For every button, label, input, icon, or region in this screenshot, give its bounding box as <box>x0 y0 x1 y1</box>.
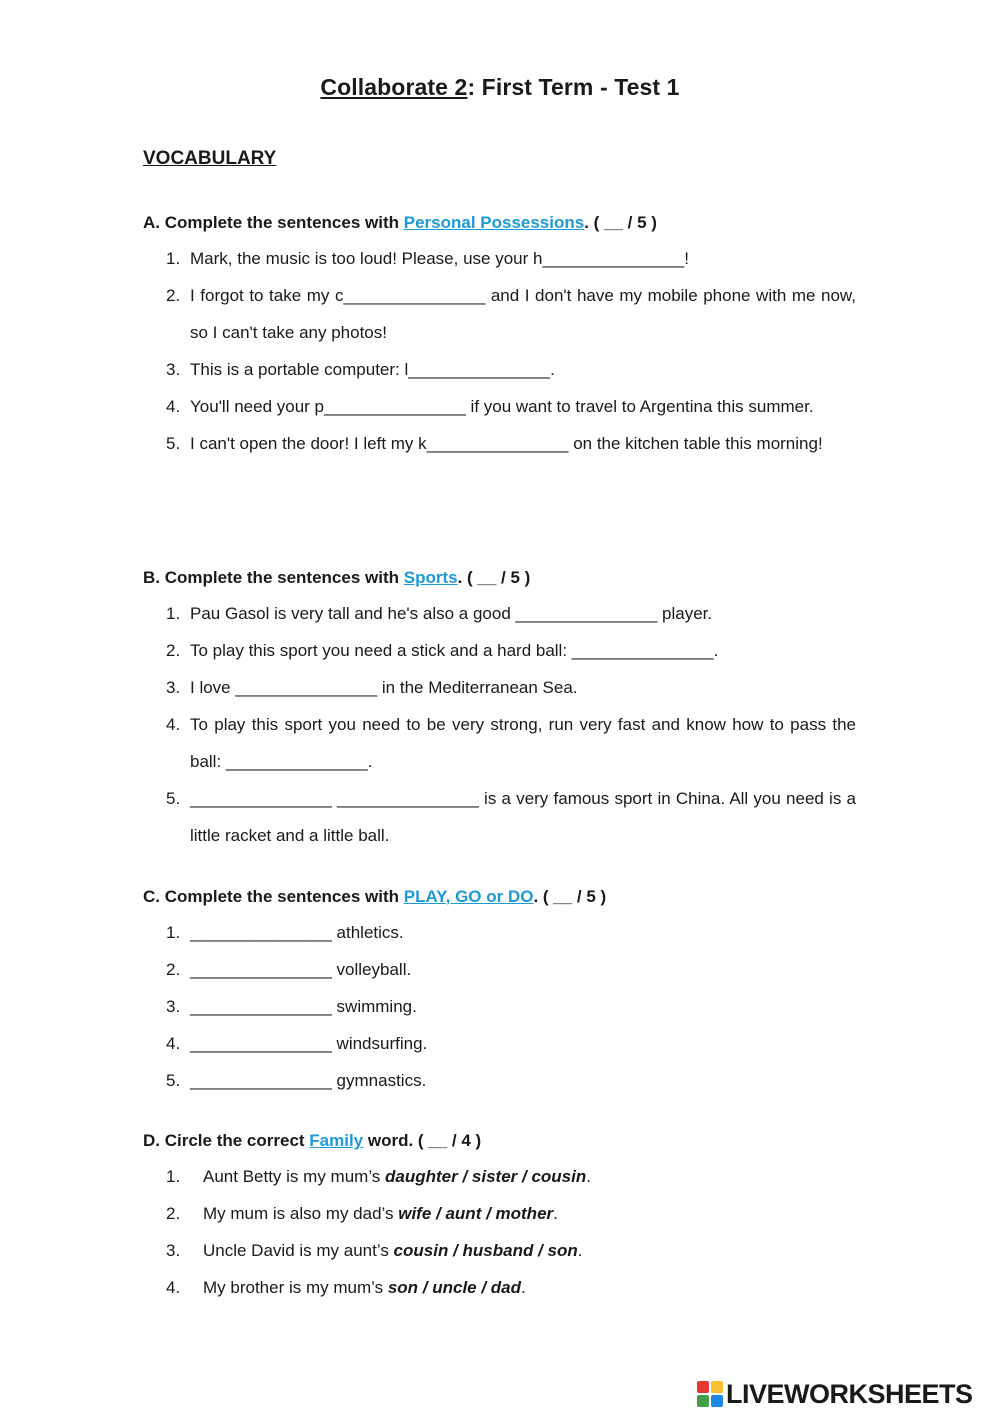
section-c-suffix: . ( __ / 5 ) <box>533 887 607 906</box>
section-d-heading <box>143 1128 856 1154</box>
item-number: 5. <box>166 1071 181 1090</box>
section-b <box>143 565 856 854</box>
item-number: 1. <box>166 604 181 623</box>
section-d <box>143 1128 856 1306</box>
item-pre: My mum is also my dad’s <box>203 1204 399 1223</box>
item-text: I love _______________ in the Mediterranean Sea. <box>190 678 578 697</box>
item-text <box>203 1195 856 1232</box>
list-item <box>143 595 856 632</box>
section-b-prefix: B. Complete the sentences with <box>143 568 404 587</box>
section-c-link[interactable]: PLAY, GO or DO <box>403 887 534 906</box>
item-text: I can't open the door! I left my k_______________ on the kitchen table this morning! <box>190 434 823 453</box>
liveworksheets-logo[interactable] <box>697 1378 997 1410</box>
logo-text: LIVEWORKSHEETS <box>726 1378 973 1409</box>
section-b-suffix: . ( __ / 5 ) <box>457 568 531 587</box>
logo-square-icon <box>711 1395 723 1407</box>
word-options[interactable]: son / uncle / dad <box>387 1278 522 1297</box>
item-text: You'll need your p_______________ if you want to travel to Argentina this summer. <box>190 397 814 416</box>
section-d-prefix: D. Circle the correct <box>143 1131 310 1150</box>
logo-square-icon <box>697 1381 709 1393</box>
section-b-link[interactable]: Sports <box>403 568 458 587</box>
list-item <box>143 706 856 780</box>
list-item <box>143 425 856 462</box>
item-pre: Aunt Betty is my mum’s <box>203 1167 386 1186</box>
item-text: I forgot to take my c_______________ and I don't have my mobile phone with me now, so I can't take any photos! <box>190 286 856 342</box>
list-item <box>143 669 856 706</box>
section-a-suffix: . ( __ / 5 ) <box>584 213 657 232</box>
item-number: 3. <box>166 360 181 379</box>
list-item <box>143 632 856 669</box>
section-a <box>143 210 856 462</box>
section-a-link[interactable]: Personal Possessions <box>403 213 585 232</box>
item-post: . <box>586 1167 591 1186</box>
word-options[interactable]: daughter / sister / cousin <box>385 1167 587 1186</box>
vocabulary-heading: VOCABULARY <box>143 148 277 169</box>
item-number: 3. <box>166 678 181 697</box>
list-item <box>143 914 856 951</box>
item-text: _______________ swimming. <box>190 997 417 1016</box>
section-d-suffix: word. ( __ / 4 ) <box>363 1131 482 1150</box>
item-number: 2. <box>166 1204 181 1223</box>
list-item <box>143 351 856 388</box>
item-text: To play this sport you need a stick and a hard ball: _______________. <box>190 641 719 660</box>
list-item <box>143 951 856 988</box>
word-options[interactable]: wife / aunt / mother <box>398 1204 554 1223</box>
section-d-link[interactable]: Family <box>309 1131 364 1150</box>
title-rest: : First Term - Test 1 <box>467 74 680 100</box>
title-underlined: Collaborate 2 <box>320 74 468 100</box>
item-text <box>203 1158 856 1195</box>
section-c-prefix: C. Complete the sentences with <box>143 887 404 906</box>
logo-square-icon <box>697 1395 709 1407</box>
list-item <box>143 277 856 351</box>
item-text: _______________ windsurfing. <box>190 1034 428 1053</box>
item-text: To play this sport you need to be very strong, run very fast and know how to pass the ball: _______________. <box>190 715 856 771</box>
list-item <box>143 1195 856 1232</box>
item-pre: Uncle David is my aunt’s <box>203 1241 394 1260</box>
item-number: 2. <box>166 960 181 979</box>
item-text <box>203 1269 856 1306</box>
item-post: . <box>553 1204 558 1223</box>
item-text: Mark, the music is too loud! Please, use your h_______________! <box>190 249 689 268</box>
item-number: 2. <box>166 286 181 305</box>
list-item <box>143 780 856 854</box>
section-c <box>143 884 856 1099</box>
item-text: Pau Gasol is very tall and he's also a good _______________ player. <box>190 604 713 623</box>
item-text <box>203 1232 856 1269</box>
list-item <box>143 240 856 277</box>
list-item <box>143 1062 856 1099</box>
logo-mark-icon <box>697 1381 723 1407</box>
item-number: 3. <box>166 1241 181 1260</box>
item-number: 4. <box>166 397 181 416</box>
list-item <box>143 1269 856 1306</box>
item-number: 1. <box>166 249 181 268</box>
list-item <box>143 988 856 1025</box>
page-title <box>0 74 1000 101</box>
word-options[interactable]: cousin / husband / son <box>393 1241 578 1260</box>
item-text: _______________ gymnastics. <box>190 1071 427 1090</box>
item-number: 1. <box>166 1167 181 1186</box>
section-a-prefix: A. Complete the sentences with <box>143 213 404 232</box>
item-text: _______________ athletics. <box>190 923 404 942</box>
item-number: 1. <box>166 923 181 942</box>
list-item <box>143 1158 856 1195</box>
section-a-heading <box>143 210 856 236</box>
list-item <box>143 388 856 425</box>
logo-square-icon <box>711 1381 723 1393</box>
list-item <box>143 1025 856 1062</box>
item-number: 5. <box>166 789 181 808</box>
item-pre: My brother is my mum’s <box>203 1278 388 1297</box>
item-number: 4. <box>166 1034 181 1053</box>
item-post: . <box>577 1241 583 1260</box>
item-text: This is a portable computer: l_______________. <box>190 360 555 379</box>
section-c-heading <box>143 884 856 910</box>
section-b-heading <box>143 565 856 591</box>
item-number: 3. <box>166 997 181 1016</box>
item-number: 4. <box>166 1278 181 1297</box>
item-post: . <box>521 1278 526 1297</box>
list-item <box>143 1232 856 1269</box>
item-number: 5. <box>166 434 181 453</box>
item-text: _______________ _______________ is a very famous sport in China. All you need is a little racket and a little ball. <box>190 789 856 845</box>
item-number: 2. <box>166 641 181 660</box>
item-text: _______________ volleyball. <box>190 960 412 979</box>
item-number: 4. <box>166 715 181 734</box>
